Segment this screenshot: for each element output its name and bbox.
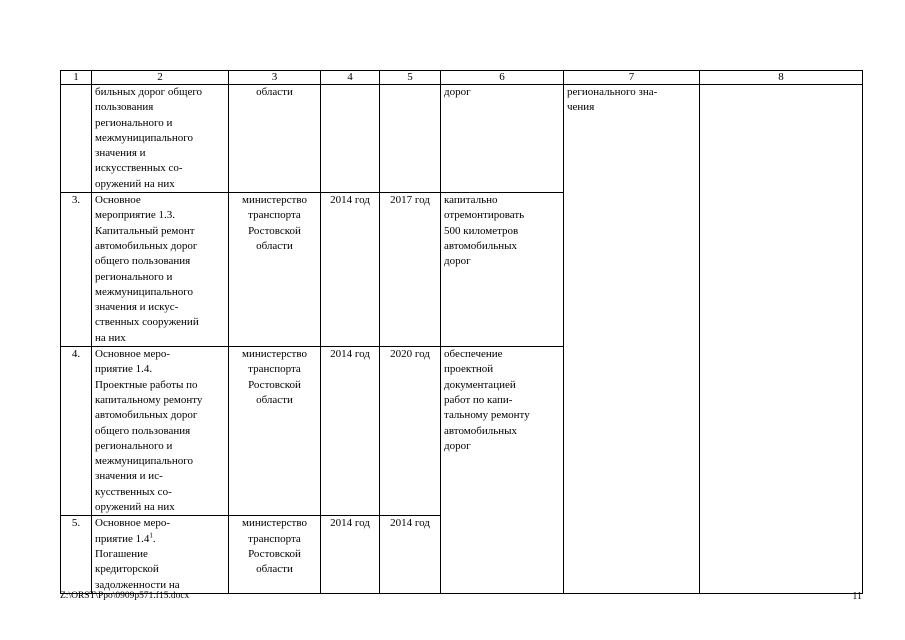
row-number: 3.: [61, 193, 92, 347]
start-year: 2014 год: [321, 516, 380, 593]
expected-result: дорог: [441, 85, 564, 193]
column-number-8: 8: [700, 71, 863, 85]
measure-name: Основное мероприятие 1.3. Капитальный ремонт автомобильных дорог общего пользования регионального и межмуниципального значения и искус- ственных сооружений на них: [92, 193, 229, 347]
row-number: 5.: [61, 516, 92, 593]
executor: области: [229, 85, 321, 193]
executor: министерство транспорта Ростовской области: [229, 193, 321, 347]
column-number-1: 1: [61, 71, 92, 85]
end-year: 2017 год: [380, 193, 441, 347]
measure-name-prefix: Основное меро- приятие 1.4: [95, 517, 171, 545]
measure-name: Основное меро- приятие 1.4. Проектные работы по капитальному ремонту автомобильных дорог общего пользования регионального и межмуниципального значения и ис- кусственных со- оружений на них: [92, 347, 229, 516]
column-8-cell: [700, 85, 863, 594]
column-number-7: 7: [564, 71, 700, 85]
superscript: 1: [149, 530, 153, 539]
end-year: 2014 год: [380, 516, 441, 593]
column-number-6: 6: [441, 71, 564, 85]
expected-result: капитально отремонтировать 500 километров автомобильных дорог: [441, 193, 564, 347]
row-number: [61, 85, 92, 193]
measure-name: бильных дорог общего пользования регионального и межмуниципального значения и искусственных со- оружений на них: [92, 85, 229, 193]
executor: министерство транспорта Ростовской области: [229, 347, 321, 516]
start-year: 2014 год: [321, 193, 380, 347]
column-number-3: 3: [229, 71, 321, 85]
column-number-5: 5: [380, 71, 441, 85]
column-number-4: 4: [321, 71, 380, 85]
end-year: [380, 85, 441, 193]
end-year: 2020 год: [380, 347, 441, 516]
start-year: [321, 85, 380, 193]
page-number: 11: [852, 591, 862, 602]
start-year: 2014 год: [321, 347, 380, 516]
expected-result: обеспечение проектной документацией работ по капи- тальному ремонту автомобильных дорог: [441, 347, 564, 594]
measure-name-suffix: . Погашение кредиторской задолженности на: [95, 532, 180, 591]
program-table: [60, 70, 863, 594]
row-number: 4.: [61, 347, 92, 516]
table-header-row: [61, 71, 863, 85]
file-path: Z:\ORST\Ppo\0909p571.f15.docx: [60, 591, 190, 601]
executor: министерство транспорта Ростовской области: [229, 516, 321, 593]
column-number-2: 2: [92, 71, 229, 85]
column-7-cell: регионального зна- чения: [564, 85, 700, 594]
measure-name: [92, 516, 229, 593]
table-row: [61, 85, 863, 193]
